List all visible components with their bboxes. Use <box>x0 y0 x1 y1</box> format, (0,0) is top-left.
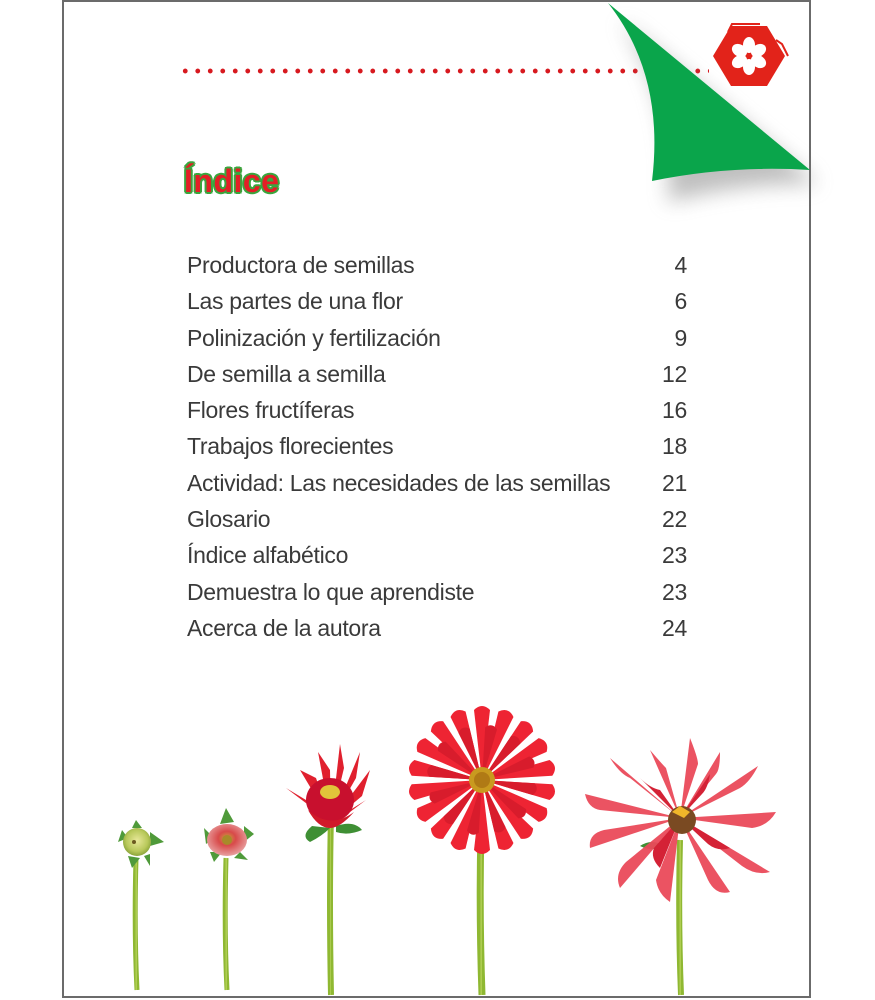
toc-entry-label: Actividad: Las necesidades de las semillas <box>187 469 611 496</box>
page-title: Índice <box>184 163 280 199</box>
toc-entry-label: De semilla a semilla <box>187 360 386 387</box>
toc-entry-page: 12 <box>662 360 687 387</box>
toc-entry-label: Acerca de la autora <box>187 614 381 641</box>
toc-entry-label: Flores fructíferas <box>187 397 355 424</box>
toc-entry-label: Trabajos florecientes <box>187 433 394 460</box>
toc-entry[interactable] <box>187 433 687 469</box>
toc-entry[interactable] <box>187 252 687 288</box>
toc-entry-label: Las partes de una flor <box>187 288 403 315</box>
dotted-rule <box>179 68 709 74</box>
flower-stage-bud <box>118 820 164 990</box>
toc-entry-page: 18 <box>662 433 687 460</box>
toc-entry-page: 22 <box>662 506 687 533</box>
toc-entry[interactable] <box>187 579 687 615</box>
toc-entry[interactable] <box>187 288 687 324</box>
toc-entry-label: Índice alfabético <box>187 542 349 569</box>
toc-entry-label: Polinización y fertilización <box>187 324 441 351</box>
toc-entry-page: 6 <box>674 288 687 315</box>
flower-stage-wilting <box>585 738 776 995</box>
toc-entry-label: Demuestra lo que aprendiste <box>187 578 475 605</box>
toc-entry-page: 24 <box>662 614 687 641</box>
flower-stage-opening-bud <box>204 808 254 990</box>
toc-entry-page: 23 <box>662 578 687 605</box>
toc-entry[interactable] <box>187 506 687 542</box>
flower-stage-half-open <box>286 744 370 995</box>
toc-entry-label: Productora de semillas <box>187 252 415 278</box>
toc-entry[interactable] <box>187 470 687 506</box>
toc-entry[interactable] <box>187 615 687 651</box>
flower-stages-illustration <box>0 700 875 1000</box>
toc-entry-page: 9 <box>674 324 687 351</box>
toc-entry[interactable] <box>187 361 687 397</box>
flower-stage-full-bloom <box>408 706 557 995</box>
toc-entry[interactable] <box>187 397 687 433</box>
toc-entry-label: Glosario <box>187 506 271 533</box>
toc-entry-page: 16 <box>662 397 687 424</box>
toc-entry-page: 23 <box>662 542 687 569</box>
flower-hexagon-icon <box>708 18 790 94</box>
toc-entry[interactable] <box>187 542 687 578</box>
table-of-contents <box>187 252 687 651</box>
toc-entry-page: 21 <box>662 469 687 496</box>
toc-entry-page: 4 <box>674 252 687 278</box>
toc-entry[interactable] <box>187 325 687 361</box>
